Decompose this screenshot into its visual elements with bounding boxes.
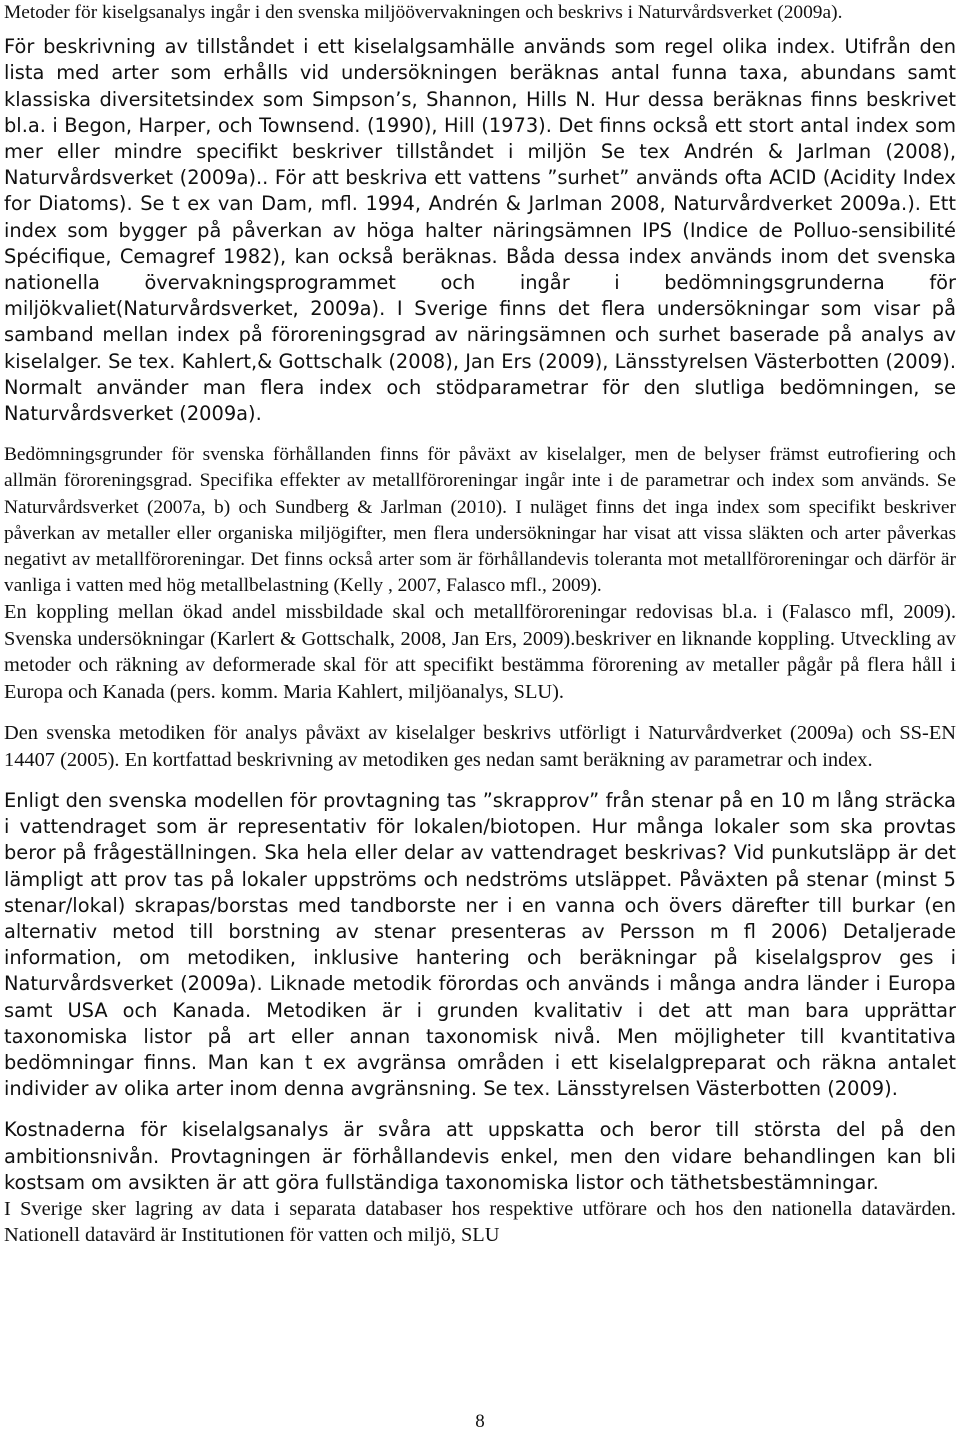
document-page: [4, 0, 956, 1249]
paragraph-methodology-summary: Den svenska metodiken för analys påväxt av kiselalger beskrivs utförligt i Naturvårdverket (2009a) och SS-EN 14407 (2005). En kortfattad beskrivning av metodiken ges nedan samt beräkning av parametrar och index.: [4, 722, 956, 771]
page-number: 8: [475, 1411, 485, 1432]
paragraph-intro: Metoder för kiselgsanalys ingår i den svenska miljöövervakningen och beskrivs i Naturvårdsverket (2009a).: [4, 2, 843, 23]
paragraph-costs: Kostnaderna för kiselalgsanalys är svåra att uppskatta och beror till största del på den ambitionsnivån. Provtagningen är förhållandevis enkel, men den vidare behandlingen kan bli kostsam om avsikten är att göra fullständiga taxonomiska listor och täthetsbestämningar.: [4, 1118, 956, 1194]
paragraph-deformed-shells: En koppling mellan ökad andel missbildade skal och metallföroreningar redovisas bl.a. i (Falasco mfl, 2009). Svenska undersökningar (Karlert & Gottschalk, 2008, Jan Ers, 2009).beskriver en liknande koppling. Utveckling av metoder och räkning av deformerade skal för att specifikt bestämma förorening av metaller pågår på flera håll i Europa och Kanada (pers. komm. Maria Kahlert, miljöanalys, SLU).: [4, 601, 956, 703]
paragraph-assessment-criteria: Bedömningsgrunder för svenska förhållanden finns för påväxt av kiselalger, men de belyser främst eutrofiering och allmän föroreningsgrad. Specifika effekter av metallföroreningar ingår inte i de parametrar och index som används. Se Naturvårdsverket (2007a, b) och Sundberg & Jarlman (2010). I nuläget finns det inga index som specifikt beskriver påverkan av metaller eller organiska miljögifter, men flera undersökningar har visat att vissa släkten och arter påverkas negativt av metallföroreningar. Det finns också arter som är förhållandevis toleranta mot metallföroreningar och därför är vanliga i vatten med hög metallbelastning (Kelly , 2007, Falasco mfl., 2009).: [4, 444, 956, 597]
paragraph-data-storage: I Sverige sker lagring av data i separata databaser hos respektive utförare och hos den nationella datavärden. Nationell datavärd är Institutionen för vatten och miljö, SLU: [4, 1197, 956, 1247]
paragraph-index-description: För beskrivning av tillståndet i ett kiselalgsamhälle används som regel olika index. Utifrån den lista med arter som erhålls vid undersökningen beräknas antal funna taxa, abundans samt klassiska diversitetsindex som Simpson’s, Shannon, Hills N. Hur dessa beräknas finns beskrivet bl.a. i Begon, Harper, och Townsend. (1990), Hill (1973). Det finns också ett stort antal index som mer eller mindre specifikt beskriver tillståndet i miljön Se tex Andrén & Jarlman (2008), Naturvårdsverket (2009a).. För att beskriva ett vattens ”surhet” används ofta ACID (Acidity Index for Diatoms). Se t ex van Dam, mfl. 1994, Andrén & Jarlman 2008, Naturvårdverket 2009a.). Ett index som bygger på påverkan av höga halter näringsämnen IPS (Indice de Polluo-sensibilité Spécifique, Cemagref 1982), kan också beräknas. Båda dessa index används inom det svenska nationella övervakningsprogrammet och ingår i bedömningsgrunderna för miljökvaliet(Naturvårdsverket, 2009a). I Sverige finns det flera undersökningar som visar på samband mellan index på föroreningsgrad av näringsämnen och surhet baserade på analys av kiselalger. Se tex. Kahlert,& Gottschalk (2008), Jan Ers (2009), Länsstyrelsen Västerbotten (2009). Normalt använder man flera index och stödparametrar för den slutliga bedömningen, se Naturvårdsverket (2009a).: [4, 35, 956, 426]
paragraph-sampling-method: Enligt den svenska modellen för provtagning tas ”skrapprov” från stenar på en 10 m lång sträcka i vattendraget som är representativ för lokalen/biotopen. Hur många lokaler som ska provtas beror på frågeställningen. Ska hela eller delar av vattendraget beskrivas? Vid punkutsläpp är det lämpligt att prov tas på lokaler uppströms och nedströms utsläppet. Påväxten på stenar (minst 5 stenar/lokal) skrapas/borstas med tandborste ner i en vanna och övers därefter till burkar (en alternativ metod till borstning av stenar presenteras av Persson m fl 2006) Detaljerade information, om metodiken, inklusive hantering och beräkningar på kiselalgsprov ges i Naturvårdsverket (2009a). Liknade metodik förordas och används i många andra länder i Europa samt USA och Kanada. Metodiken är i grunden kvalitativ i det att man bara upprättar taxonomiska listor på art eller annan taxonomisk nivå. Men möjligheter till kvantitativa bedömningar finns. Man kan t ex avgränsa områden i ett kiselalgpreparat och räkna antalet individer av olika arter inom denna avgränsning. Se tex. Länsstyrelsen Västerbotten (2009).: [4, 788, 956, 1101]
